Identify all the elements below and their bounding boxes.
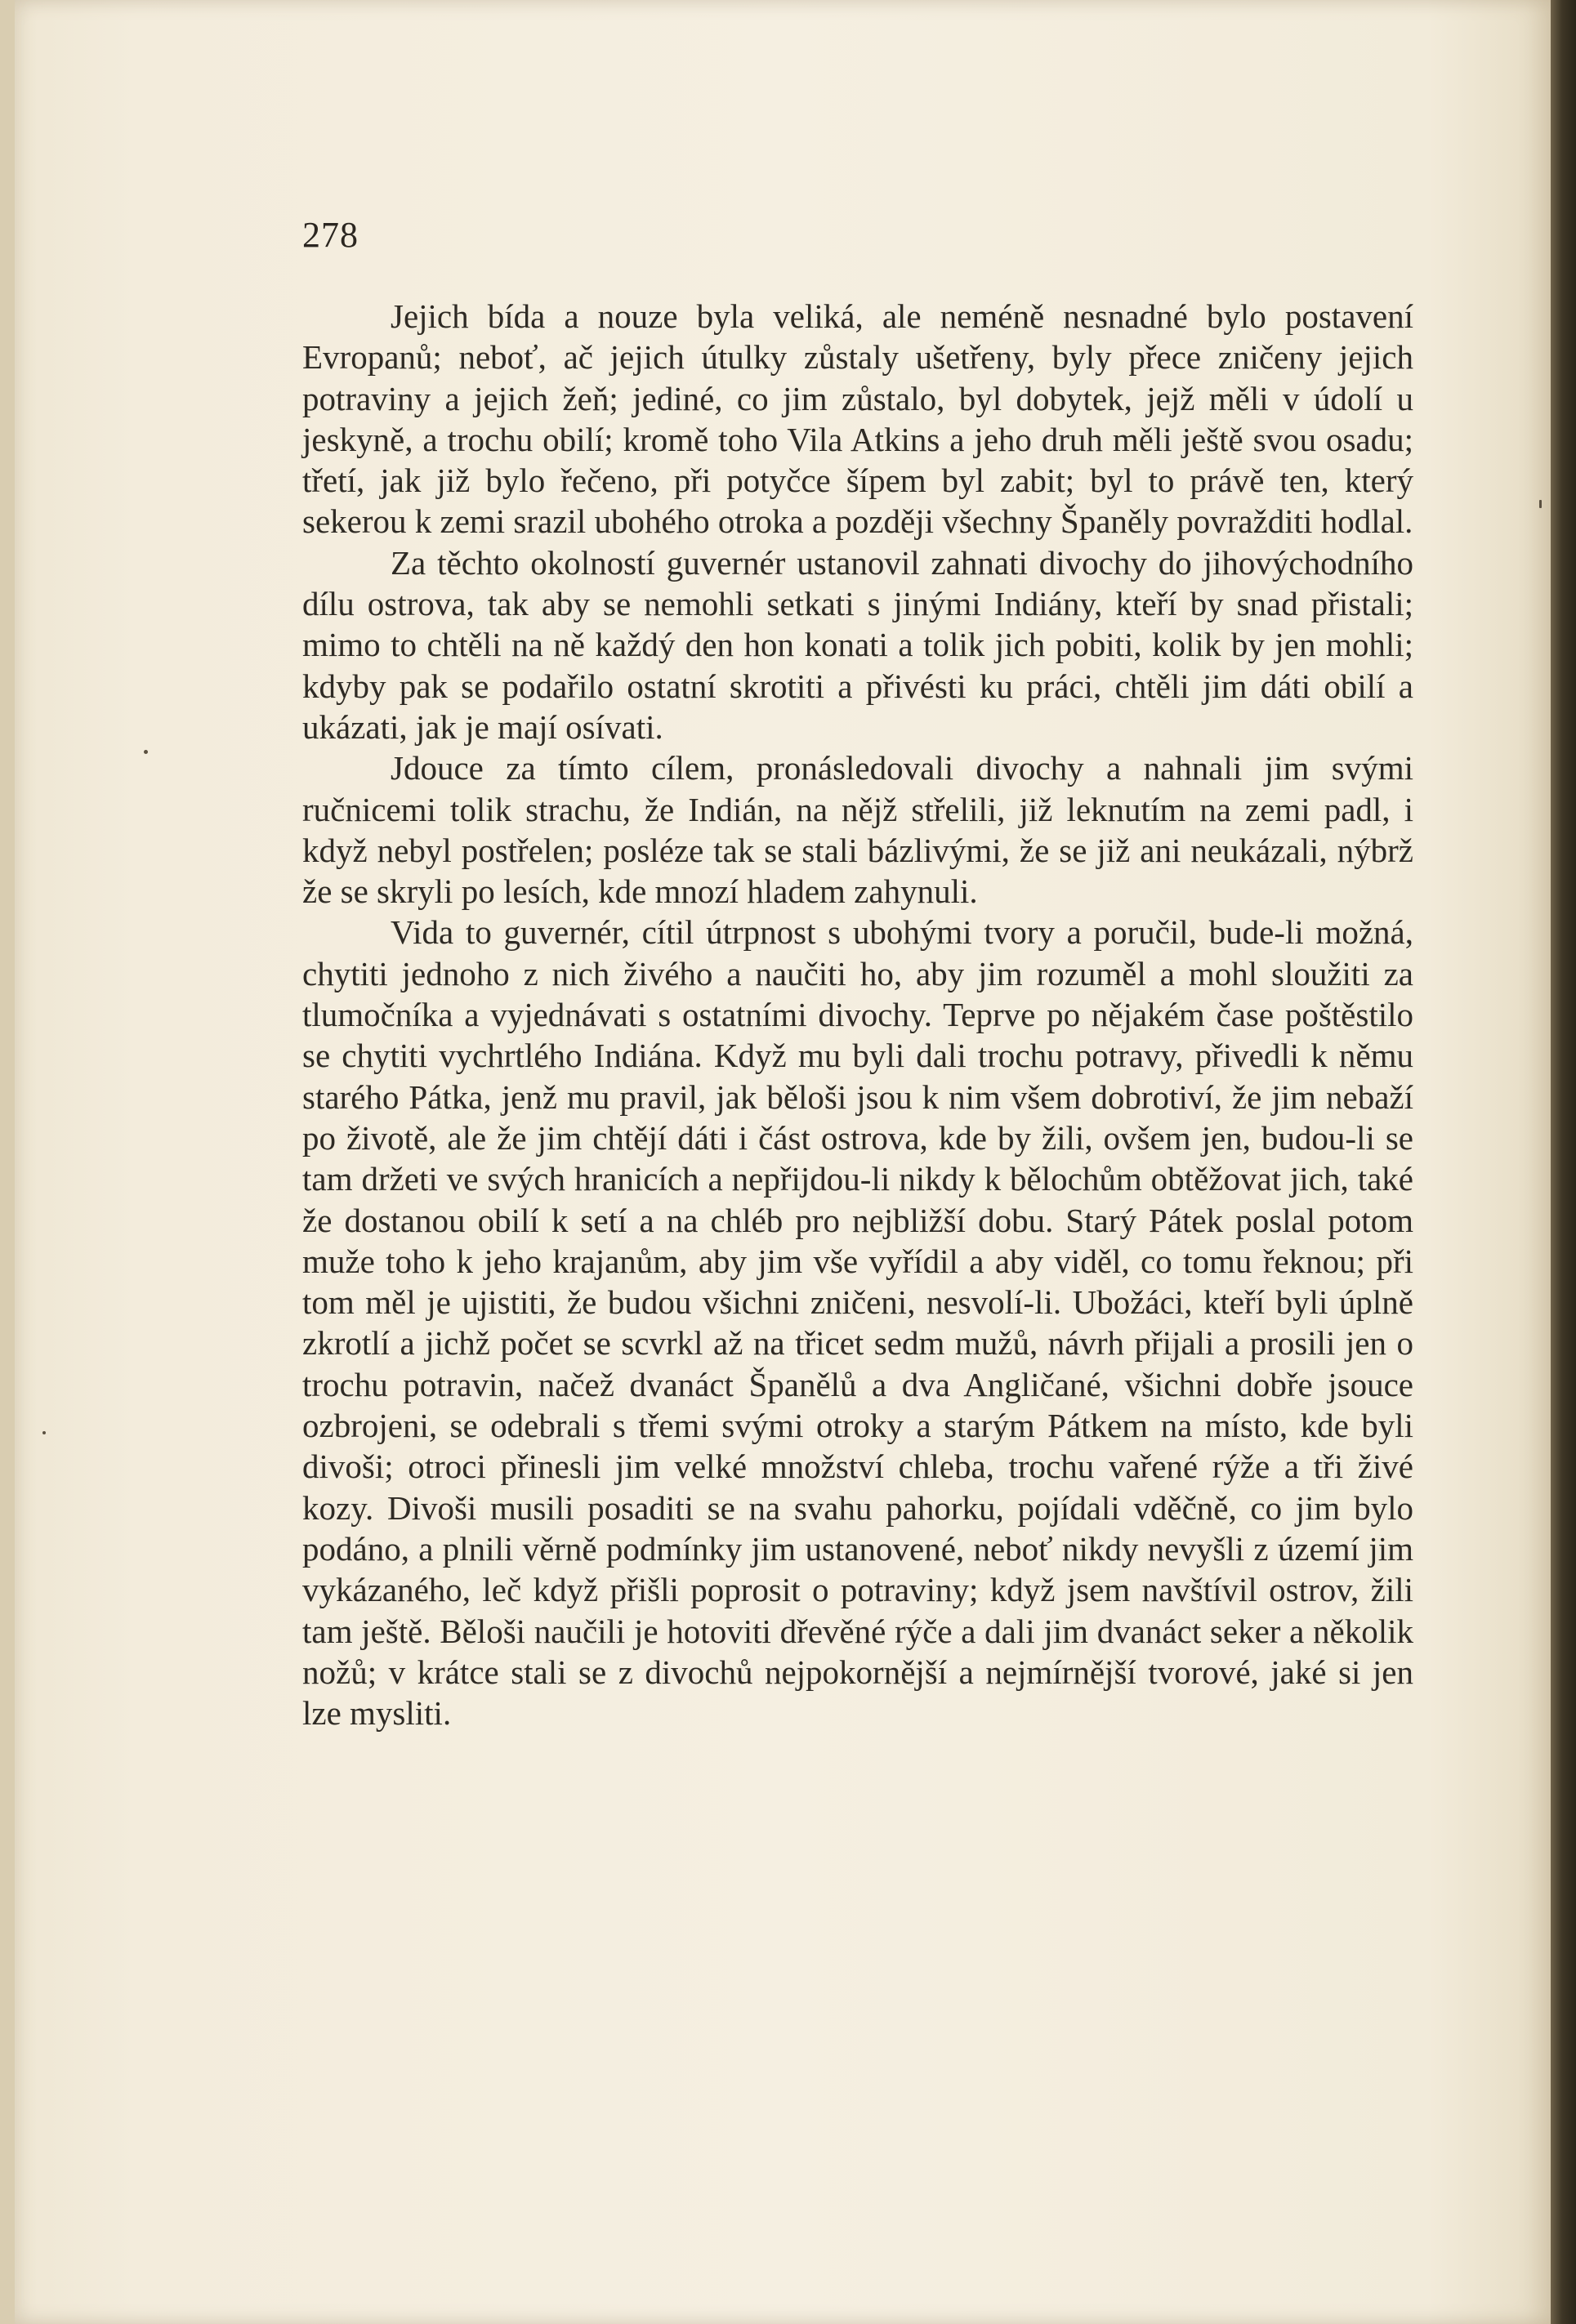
paragraph-3: Jdouce za tímto cílem, pronásledovali divochy a nahnali jim svými ručnicemi tolik strachu, že Indián, na nějž střelili, již leknutím na zemi padl, i když nebyl postřelen; posléze tak se stali bázlivými, že se již ani neukázali, nýbrž že se skryli po lesích, kde mnozí hladem zahynuli. bbox=[302, 749, 1413, 911]
paper-speck bbox=[42, 1431, 46, 1434]
paragraph-4: Vida to guvernér, cítil útrpnost s ubohými tvory a poručil, bude-li možná, chytiti jednoho z nich živého a naučiti ho, aby jim rozuměl a mohl sloužiti za tlumočníka a vyjednávati s ostatními divochy. Teprve po nějakém čase poštěstilo se chytiti vychrtlého Indiána. Když mu byli dali trochu potravy, přivedli k němu starého Pátka, jenž mu pravil, jak běloši jsou k nim všem dobrotiví, že jim nebaží po životě, ale že jim chtějí dáti i část ostrova, kde by žili, ovšem jen, budou-li se tam držeti ve svých hranicích a nepřijdou-li nikdy k bělochům obtěžovat jich, také že dostanou obilí k setí a na chléb pro nejbližší dobu. Starý Pátek poslal potom muže toho k jeho krajanům, aby jim vše vyřídil a aby viděl, co tomu řeknou; při tom měl je ujistiti, že budou všichni zničeni, nesvolí-li. Ubožáci, kteří byli úplně zkrotlí a jichž počet se scvrkl až na třicet sedm mužů, návrh přijali a prosili jen o trochu potravin, načež dvanáct Španělů a dva Angličané, všichni dobře jsouce ozbrojeni, se odebrali s třemi svými otroky a starým Pátkem na místo, kde byli divoši; otroci přinesli jim velké množství chleba, trochu vařené rýže a tři živé kozy. Divoši musili posaditi se na svahu pahorku, pojídali vděčně, co jim bylo podáno, a plnili věrně podmínky jim ustanovené, neboť nikdy nevyšli z území jim vykázaného, leč když přišli poprosit o potraviny; když jsem navštívil ostrov, žili tam ještě. Běloši naučili je hotoviti dřevěné rýče a dali jim dvanáct seker a několik nožů; v krátce stali se z divochů nejpokornější a nejmírnější tvorové, jaké si jen lze mysliti. bbox=[302, 913, 1413, 1733]
paragraph-1: Jejich bída a nouze byla veliká, ale neméně nesnadné bylo postavení Evropanů; neboť, ač jejich útulky zůstaly ušetřeny, byly přece zničeny jejich potraviny a jejich žeň; jediné, co jim zůstalo, byl dobytek, jejž měli v údolí u jeskyně, a trochu obilí; kromě toho Vila Atkins a jeho druh měli ještě svou osadu; třetí, jak již bylo řečeno, při potyčce šípem byl zabit; byl to právě ten, který sekerou k zemi srazil ubohého otroka a později všechny Španěly povražditi hodlal. bbox=[302, 297, 1413, 541]
paper-speck bbox=[144, 750, 148, 754]
body-text bbox=[302, 296, 1413, 1733]
page-number: 278 bbox=[302, 215, 359, 255]
book-gutter-edge bbox=[1551, 0, 1576, 2324]
paragraph-2: Za těchto okolností guvernér ustanovil zahnati divochy do jihovýchodního dílu ostrova, tak aby se nemohli setkati s jinými Indiány, kteří by snad přistali; mimo to chtěli na ně každý den hon konati a tolik jich pobiti, kolik by jen mohli; kdyby pak se podařilo ostatní skrotiti a přivésti ku práci, chtěli jim dáti obilí a ukázati, jak je mají osívati. bbox=[302, 543, 1413, 746]
book-page bbox=[15, 0, 1551, 2324]
paper-speck bbox=[1539, 500, 1542, 508]
